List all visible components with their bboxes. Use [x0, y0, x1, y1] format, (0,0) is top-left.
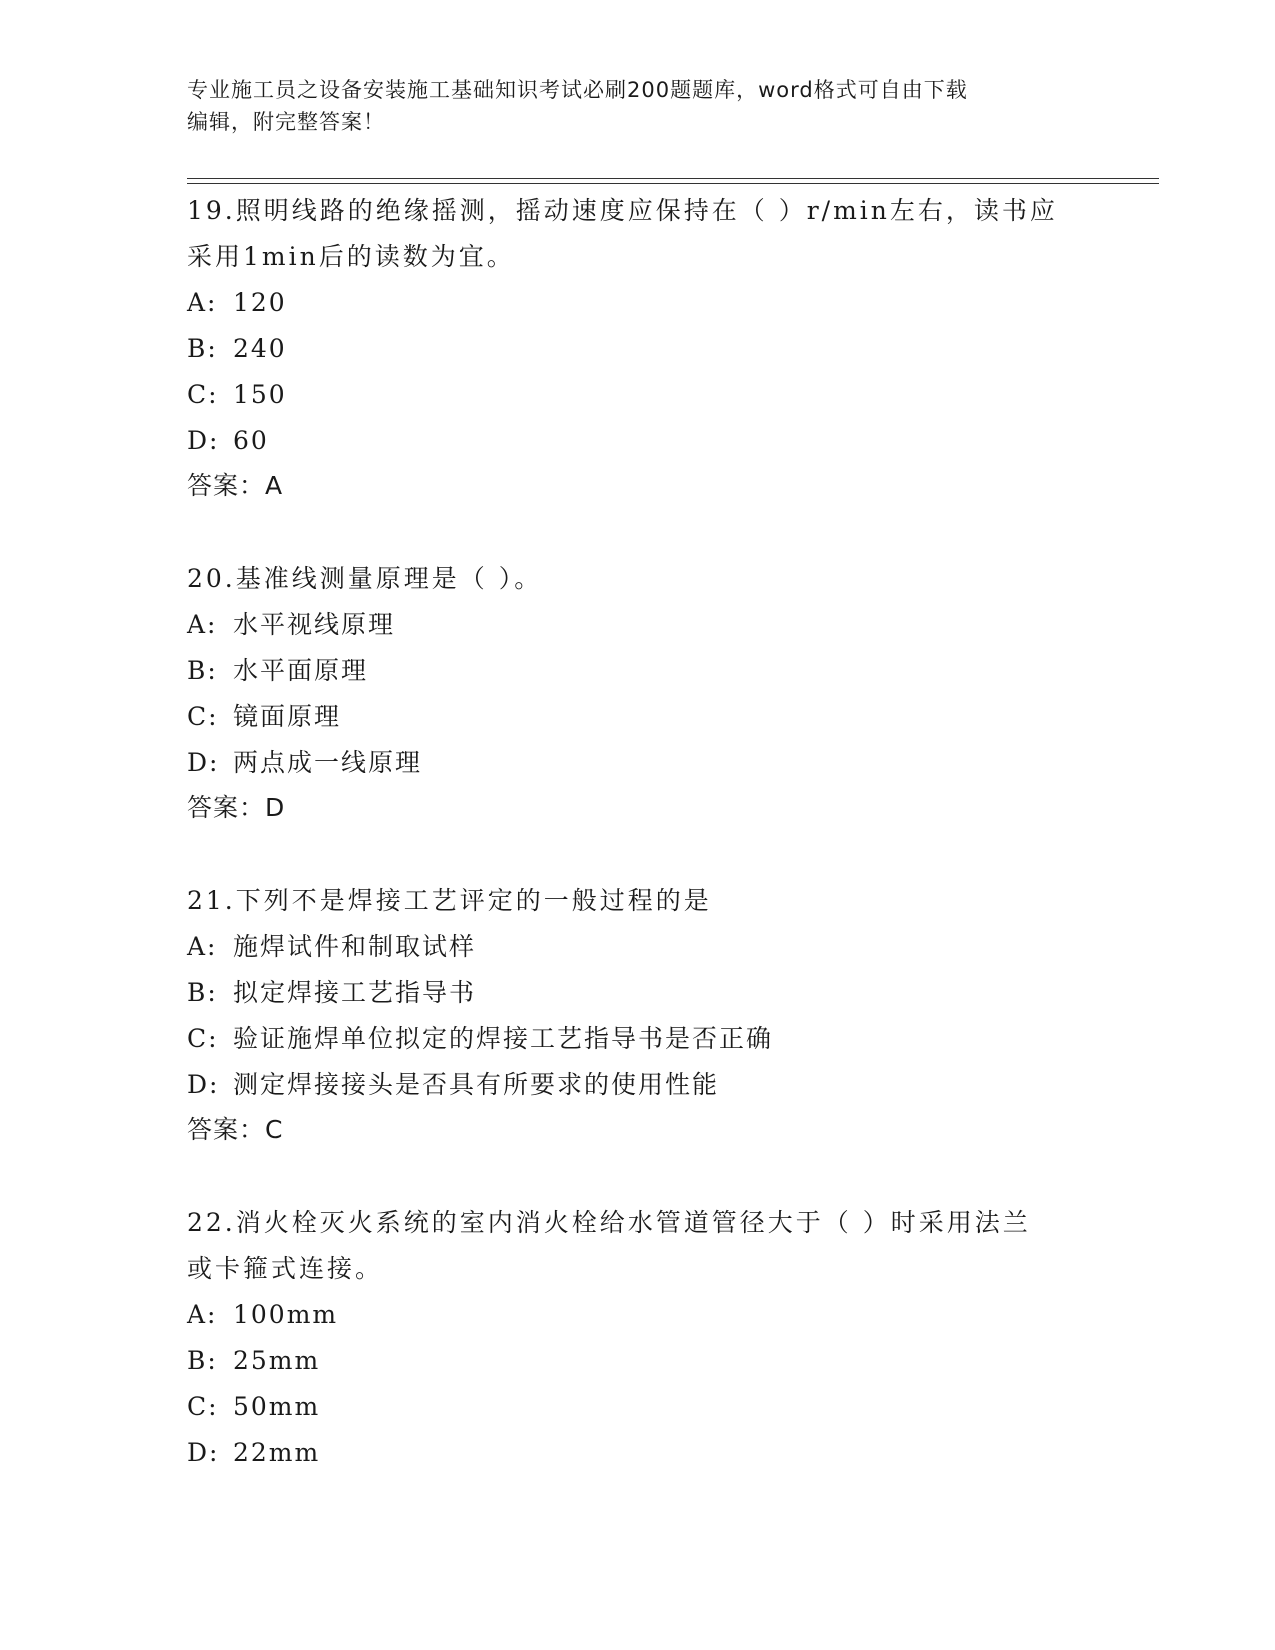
question-text: 或卡箍式连接。	[187, 1254, 384, 1283]
option-label: D:	[187, 748, 220, 777]
option-label: A:	[187, 932, 218, 961]
spacer	[187, 1152, 1087, 1200]
option-label: C:	[187, 1392, 219, 1421]
option-b	[187, 1338, 1087, 1384]
option-a	[187, 280, 1087, 326]
option-label: A:	[187, 1300, 218, 1329]
document-header	[187, 74, 1067, 138]
option-label: A:	[187, 288, 218, 317]
question-list	[187, 188, 1087, 1476]
option-text: 水平视线原理	[233, 610, 396, 639]
option-c	[187, 372, 1087, 418]
option-text: 拟定焊接工艺指导书	[233, 978, 477, 1007]
option-text: 水平面原理	[233, 656, 369, 685]
option-label: B:	[187, 1346, 218, 1375]
option-label: B:	[187, 978, 218, 1007]
option-b	[187, 648, 1087, 694]
question-text: 19.照明线路的绝缘摇测，摇动速度应保持在（ ）r/min左右，读书应	[187, 196, 1058, 225]
option-text: 验证施焊单位拟定的焊接工艺指导书是否正确	[233, 1024, 774, 1053]
option-a	[187, 1292, 1087, 1338]
option-text: 施焊试件和制取试样	[233, 932, 477, 961]
question-text: 21.下列不是焊接工艺评定的一般过程的是	[187, 886, 712, 915]
header-line-2: 编辑，附完整答案！	[187, 110, 385, 134]
answer-text: 答案：D	[187, 793, 286, 822]
question-text: 20.基准线测量原理是（ ）。	[187, 564, 543, 593]
option-d	[187, 740, 1087, 786]
question-20	[187, 556, 1087, 830]
question-22	[187, 1200, 1087, 1476]
option-text: 100mm	[233, 1300, 339, 1329]
option-b	[187, 326, 1087, 372]
option-label: C:	[187, 380, 219, 409]
option-c	[187, 694, 1087, 740]
question-19	[187, 188, 1087, 508]
header-divider-bottom	[187, 183, 1159, 184]
option-label: B:	[187, 656, 218, 685]
option-label: D:	[187, 1070, 220, 1099]
option-label: C:	[187, 1024, 219, 1053]
option-d	[187, 418, 1087, 464]
option-text: 240	[233, 334, 287, 363]
question-text: 采用1min后的读数为宜。	[187, 242, 515, 271]
question-text: 22.消火栓灭火系统的室内消火栓给水管道管径大于（ ）时采用法兰	[187, 1208, 1031, 1237]
option-d	[187, 1430, 1087, 1476]
spacer	[187, 830, 1087, 878]
answer-text: 答案：A	[187, 471, 284, 500]
option-text: 120	[233, 288, 287, 317]
option-b	[187, 970, 1087, 1016]
option-a	[187, 924, 1087, 970]
option-a	[187, 602, 1087, 648]
option-label: D:	[187, 426, 220, 455]
option-text: 镜面原理	[233, 702, 342, 731]
option-label: D:	[187, 1438, 220, 1467]
question-21	[187, 878, 1087, 1152]
option-c	[187, 1384, 1087, 1430]
option-label: C:	[187, 702, 219, 731]
header-divider-top	[187, 178, 1159, 179]
header-line-1: 专业施工员之设备安装施工基础知识考试必刷200题题库，word格式可自由下载	[187, 78, 968, 102]
option-text: 60	[233, 426, 269, 455]
option-text: 150	[233, 380, 287, 409]
option-text: 25mm	[233, 1346, 321, 1375]
answer-text: 答案：C	[187, 1115, 284, 1144]
option-c	[187, 1016, 1087, 1062]
option-text: 两点成一线原理	[233, 748, 423, 777]
option-text: 50mm	[233, 1392, 321, 1421]
option-text: 22mm	[233, 1438, 321, 1467]
option-label: B:	[187, 334, 218, 363]
option-text: 测定焊接接头是否具有所要求的使用性能	[233, 1070, 720, 1099]
option-label: A:	[187, 610, 218, 639]
spacer	[187, 508, 1087, 556]
option-d	[187, 1062, 1087, 1108]
